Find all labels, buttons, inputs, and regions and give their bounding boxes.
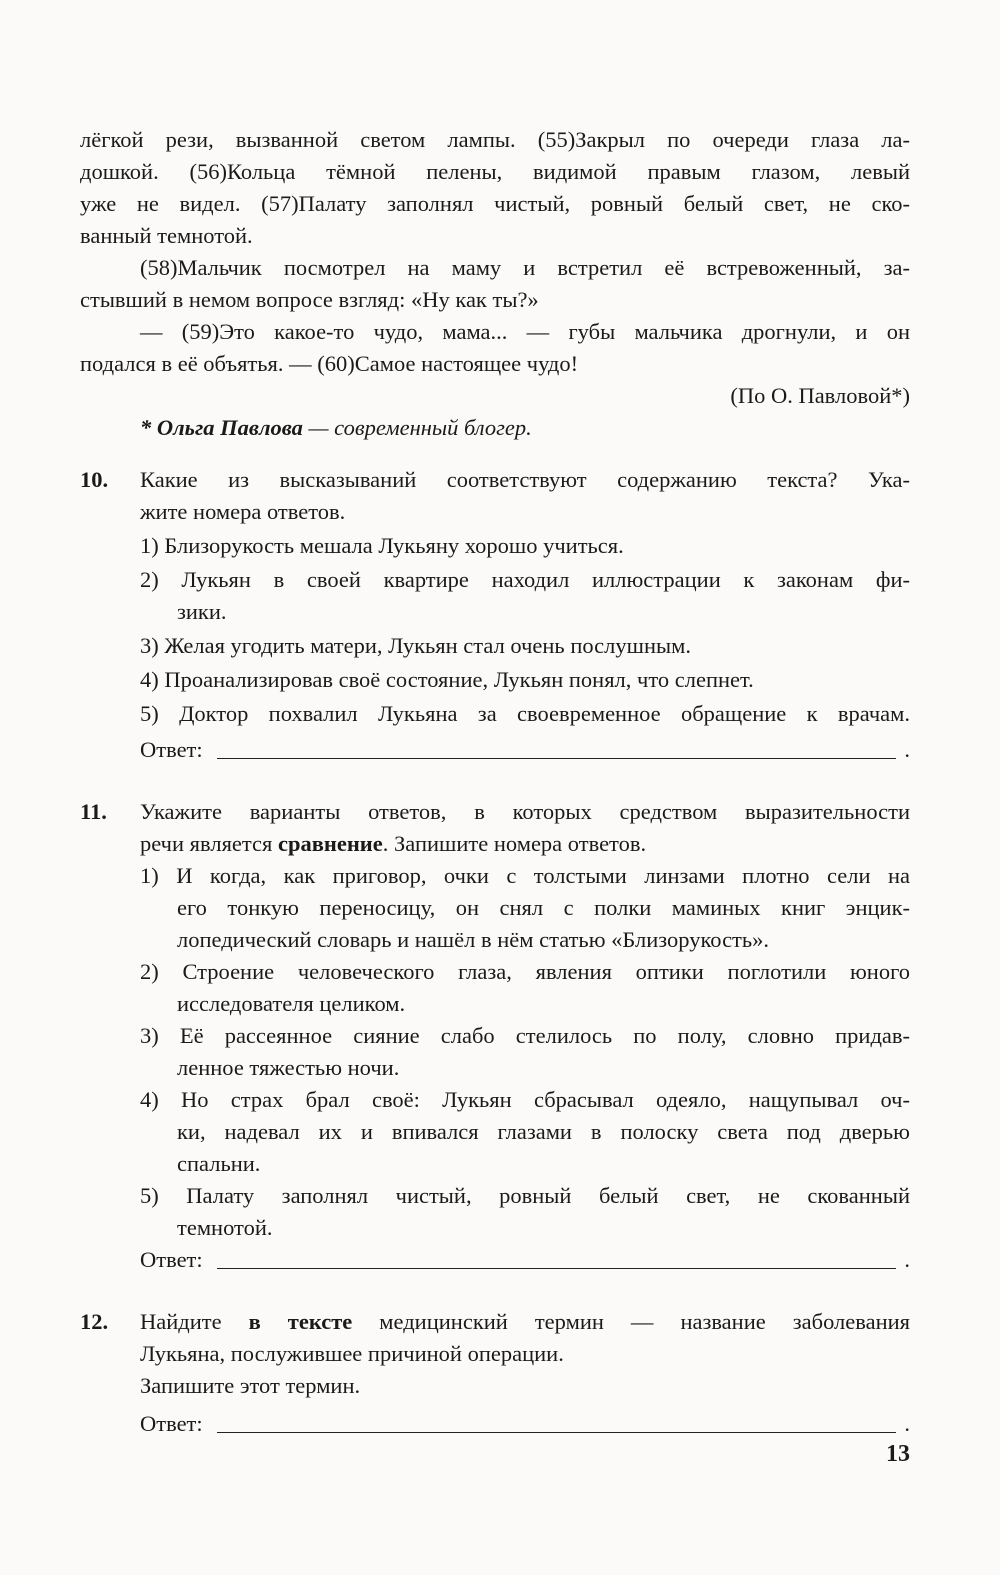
answer-option: 2) Строение человеческого глаза, явления оптики поглотили юного — [140, 959, 910, 984]
prompt-text: медицинский термин — название заболевания — [352, 1309, 910, 1334]
question-prompt: Лукьяна, послужившее причиной операции. — [140, 1341, 564, 1366]
answer-option: его тонкую переносицу, он снял с полки маминых книг энцик- — [177, 895, 910, 920]
answer-option: 3) Её рассеянное сияние слабо стелилось по полу, словно придав- — [140, 1023, 910, 1048]
question-prompt — [140, 828, 970, 860]
passage-line: — (59)Это какое-то чудо, мама... — губы мальчика дрогнули, и он — [140, 319, 910, 344]
question-number: 11. — [80, 799, 107, 824]
question-number: 12. — [80, 1309, 109, 1334]
page-number: 13 — [886, 1441, 910, 1467]
question-prompt — [140, 1306, 910, 1338]
answer-field[interactable] — [140, 1244, 910, 1276]
passage-line: подался в её объятья. — (60)Самое настоящее чудо! — [80, 351, 579, 376]
answer-option: спальни. — [177, 1151, 261, 1176]
passage-line: лёгкой рези, вызванной светом лампы. (55)Закрыл по очереди глаза ла- — [80, 127, 910, 152]
answer-option: ки, надевал их и впивался глазами в полоску света под дверью — [177, 1119, 910, 1144]
prompt-emphasis: сравнение — [277, 831, 383, 856]
answer-option: 5) Доктор похвалил Лукьяна за своевременное обращение к врачам. — [140, 701, 910, 726]
answer-label: Ответ: — [140, 1247, 203, 1272]
footnote-text: — современный блогер. — [302, 415, 532, 440]
question-prompt: Запишите этот термин. — [140, 1373, 361, 1398]
answer-option: 2) Лукьян в своей квартире находил иллюстрации к законам фи- — [140, 567, 910, 592]
question-prompt: Какие из высказываний соответствуют содержанию текста? Ука- — [140, 467, 910, 492]
answer-label: Ответ: — [140, 737, 203, 762]
passage-line: стывший в немом вопросе взгляд: «Ну как ты?» — [80, 287, 539, 312]
answer-option: 3) Желая угодить матери, Лукьян стал очень послушным. — [140, 633, 691, 658]
answer-line[interactable] — [217, 758, 896, 759]
passage-line: дошкой. (56)Кольца тёмной пелены, видимой правым глазом, левый — [80, 159, 910, 184]
answer-line[interactable] — [217, 1432, 896, 1433]
prompt-text: речи является — [140, 831, 278, 856]
answer-dot: . — [904, 737, 910, 762]
passage-line: уже не видел. (57)Палату заполнял чистый, ровный белый свет, не ско- — [80, 191, 910, 216]
answer-option: зики. — [177, 599, 227, 624]
answer-dot: . — [904, 1247, 910, 1272]
answer-option: темнотой. — [177, 1215, 273, 1240]
question-prompt: Укажите варианты ответов, в которых средством выразительности — [140, 799, 910, 824]
question-number: 10. — [80, 467, 109, 492]
answer-label: Ответ: — [140, 1411, 203, 1436]
answer-option: лопедический словарь и нашёл в нём статью «Близорукость». — [177, 927, 770, 952]
prompt-emphasis: в тексте — [248, 1309, 353, 1334]
prompt-text: Найдите — [140, 1309, 249, 1334]
answer-option: 4) Но страх брал своё: Лукьян сбрасывал одеяло, нащупывал оч- — [140, 1087, 910, 1112]
footnote — [140, 412, 910, 444]
footnote-name: * Ольга Павлова — [140, 415, 303, 440]
answer-line[interactable] — [217, 1268, 896, 1269]
answer-field[interactable] — [140, 1408, 910, 1440]
attribution: (По О. Павловой*) — [730, 383, 910, 408]
passage-line: ванный темнотой. — [80, 223, 253, 248]
answer-option: 4) Проанализировав своё состояние, Лукьян понял, что слепнет. — [140, 667, 754, 692]
answer-option: ленное тяжестью ночи. — [177, 1055, 400, 1080]
answer-field[interactable] — [140, 734, 910, 766]
answer-option: 5) Палату заполнял чистый, ровный белый свет, не скованный — [140, 1183, 910, 1208]
answer-option: исследователя целиком. — [177, 991, 406, 1016]
answer-option: 1) Близорукость мешала Лукьяну хорошо учиться. — [140, 533, 624, 558]
prompt-text: . Запишите номера ответов. — [382, 831, 647, 856]
question-prompt: жите номера ответов. — [140, 499, 346, 524]
passage-line: (58)Мальчик посмотрел на маму и встретил её встревоженный, за- — [140, 255, 910, 280]
answer-option: 1) И когда, как приговор, очки с толстыми линзами плотно сели на — [140, 863, 910, 888]
answer-dot: . — [904, 1411, 910, 1436]
